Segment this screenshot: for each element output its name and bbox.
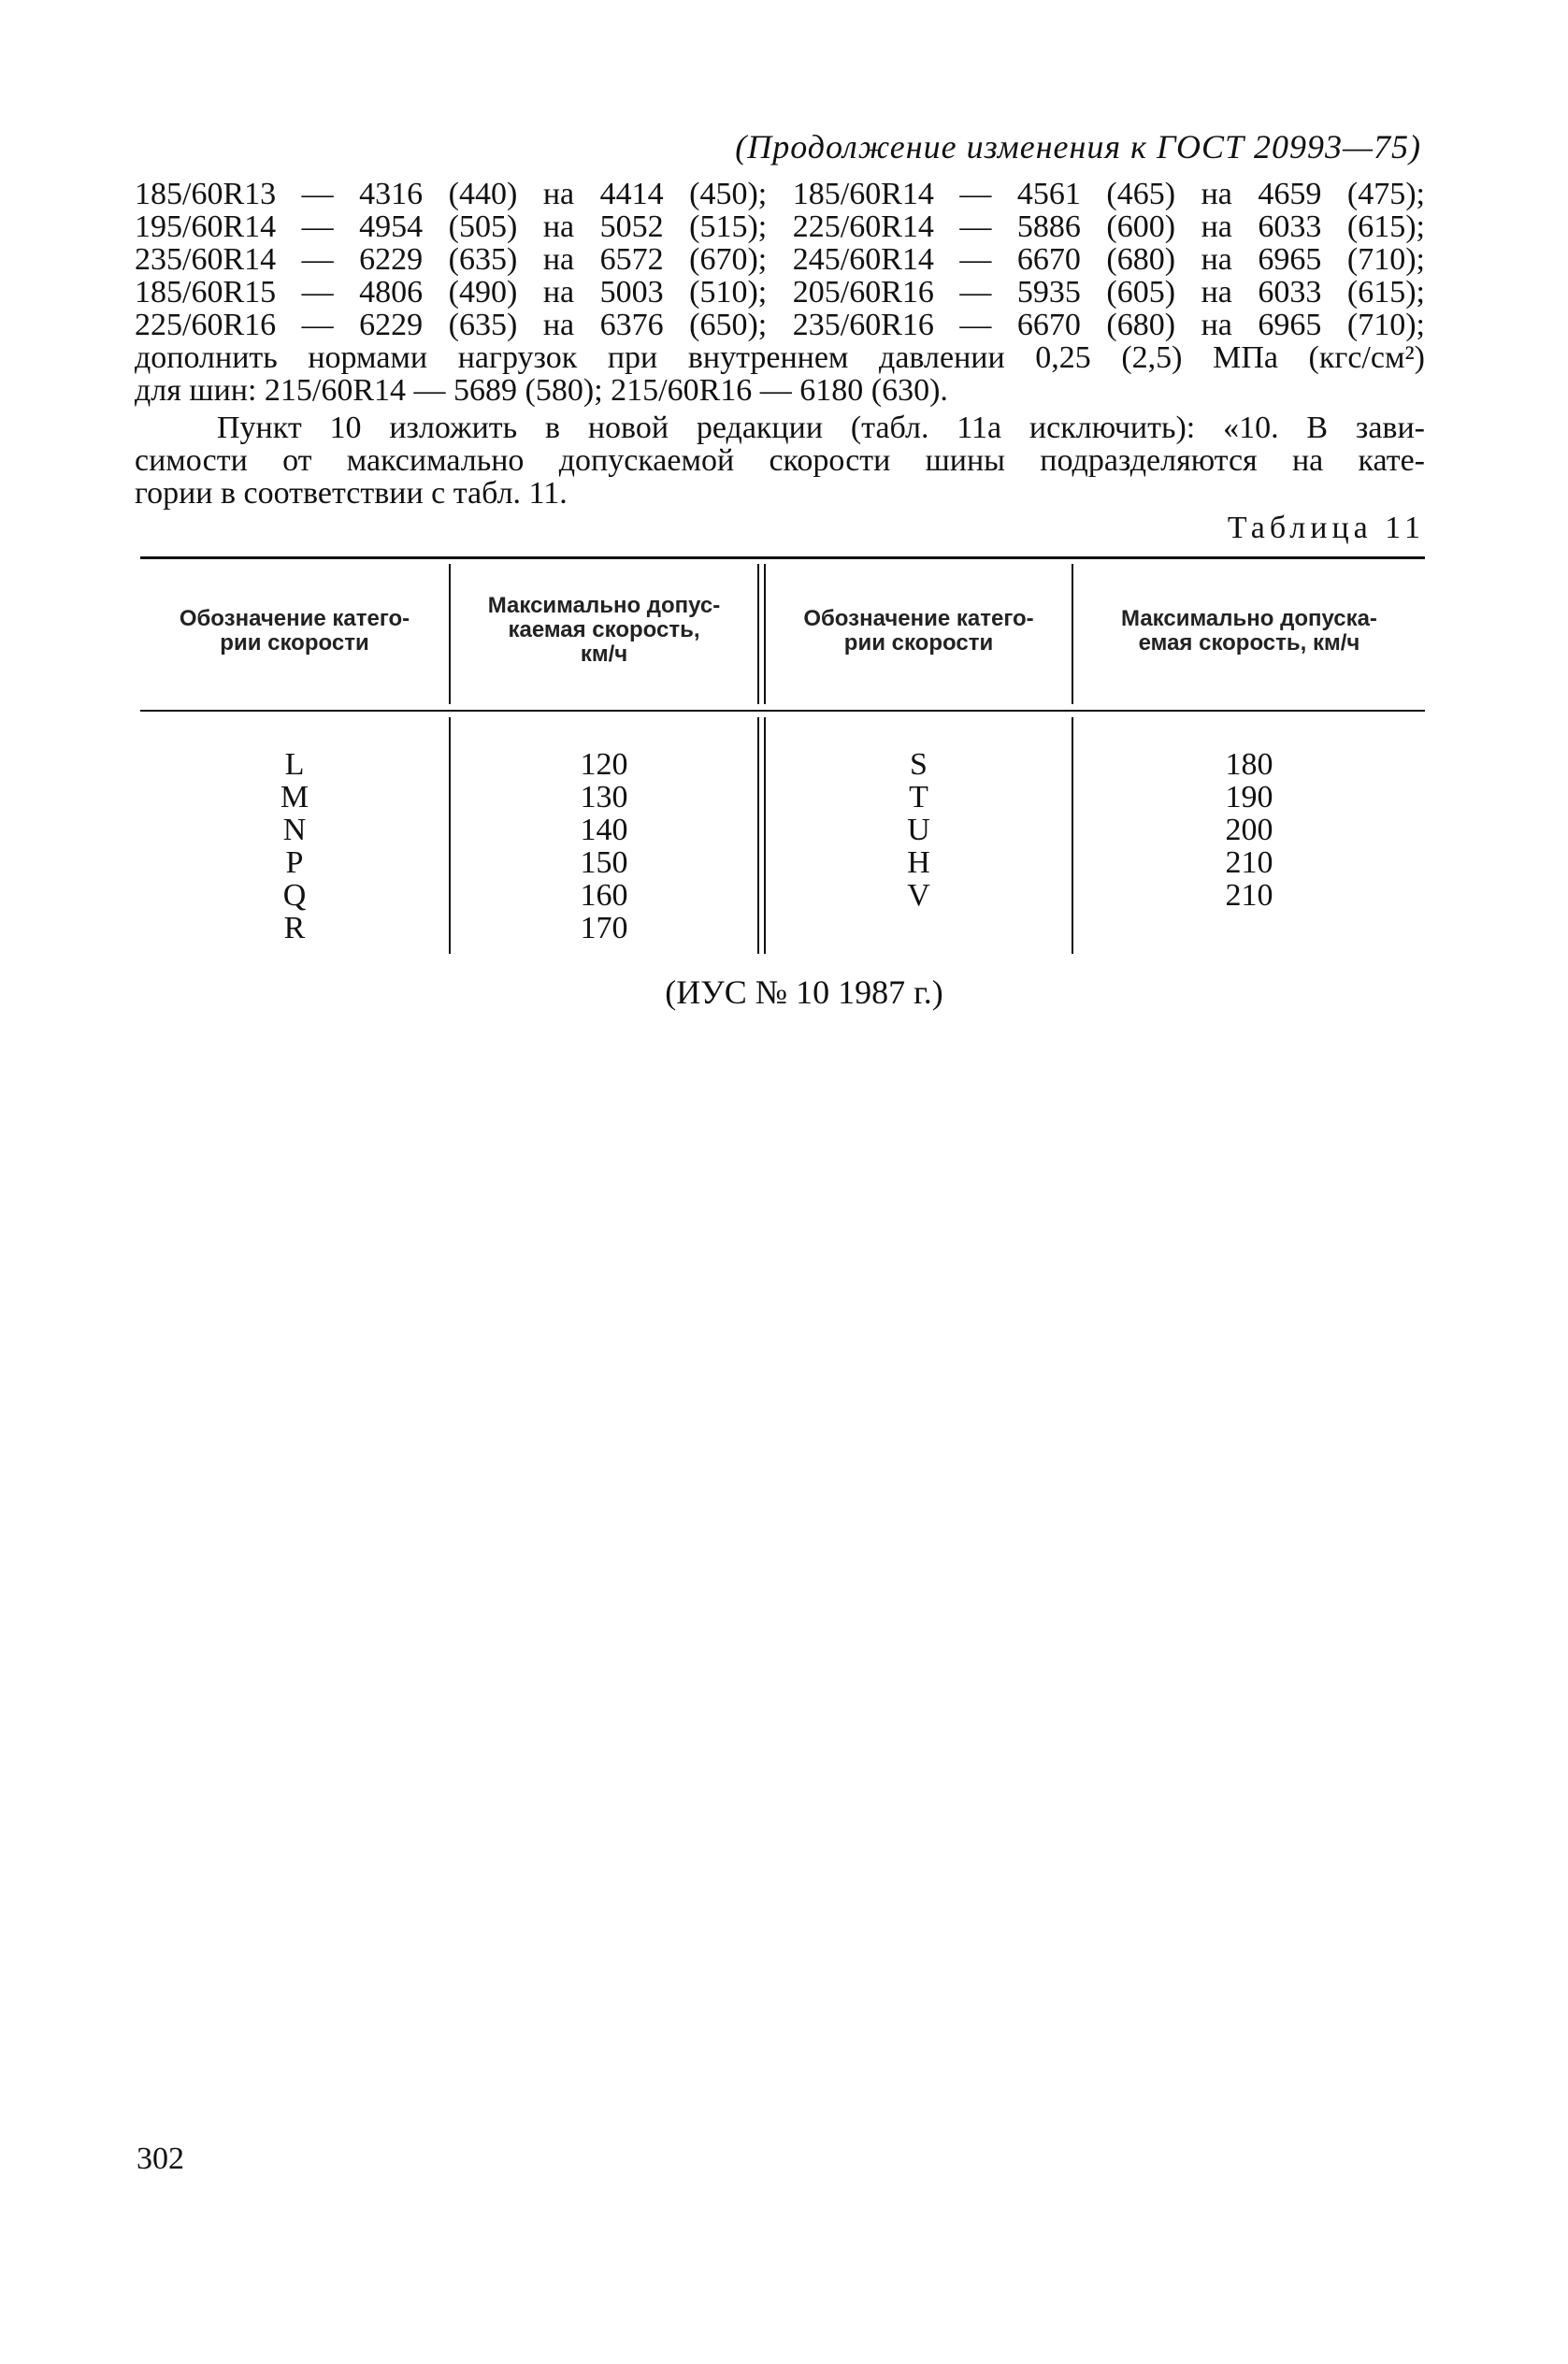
column-speed-2 [1073,748,1425,912]
text-line: 185/60R15 — 4806 (490) на 5003 (510); 205/60R16 — 5935 (605) на 6033 (615); [135,275,1425,310]
header-max-speed-1: Максимально допус- каемая скорость, км/ч [487,593,721,667]
table-cell: N [282,813,307,847]
table-cell: L [284,747,305,782]
text-line: 185/60R13 — 4316 (440) на 4414 (450); 185/60R14 — 4561 (465) на 4659 (475); [135,177,1425,211]
table-cell: 210 [1225,845,1273,880]
text-line: дополнить нормами нагрузок при внутреннем давлении 0,25 (2,5) МПа (кгс/см²) [135,340,1425,375]
table-cell: M [280,780,309,814]
running-header: (Продолжение изменения к ГОСТ 20993—75) [735,128,1421,166]
table-cell: 170 [580,911,628,945]
paragraph-load-norms [135,178,1425,407]
table-cell: T [909,780,928,814]
text-line: гории в соответствии с табл. 11. [135,476,568,511]
table-cell: 180 [1225,747,1273,782]
table-cell: S [910,747,928,782]
paragraph-item-10 [135,411,1425,510]
speed-category-table [140,556,1425,959]
column-divider [757,564,759,704]
table-top-rule [140,556,1425,559]
text-line: Пункт 10 изложить в новой редакции (табл. 11а исключить): «10. В зави- [217,411,1425,445]
table-cell: 140 [580,813,628,847]
header-speed-category-1: Обозначение катего- рии скорости [179,606,410,656]
column-divider [757,717,759,954]
table-cell: R [283,911,306,945]
table-cell: 210 [1225,878,1273,913]
table-cell: 160 [580,878,628,913]
table-cell: 150 [580,845,628,880]
page-number: 302 [137,2141,184,2176]
text-line: 225/60R16 — 6229 (635) на 6376 (650); 235/60R16 — 6670 (680) на 6965 (710); [135,308,1425,342]
table-cell: 190 [1225,780,1273,814]
column-speed-1 [451,748,757,944]
header-max-speed-2: Максимально допуска- емая скорость, км/ч [1121,606,1377,656]
header-speed-category-2: Обозначение катего- рии скорости [803,606,1034,656]
table-cell: P [285,845,304,880]
table-header-rule [140,710,1425,712]
text-line: 195/60R14 — 4954 (505) на 5052 (515); 225/60R14 — 5886 (600) на 6033 (615); [135,209,1425,244]
table-cell: Q [282,878,307,913]
column-category-2 [766,748,1072,912]
table-cell: 130 [580,780,628,814]
table-cell: H [907,845,930,880]
source-reference: (ИУС № 10 1987 г.) [665,973,943,1011]
text-line: для шин: 215/60R14 — 5689 (580); 215/60R16 — 6180 (630). [135,373,948,408]
table-cell: 120 [580,747,628,782]
text-line: 235/60R14 — 6229 (635) на 6572 (670); 245/60R14 — 6670 (680) на 6965 (710); [135,242,1425,277]
column-category-1 [140,748,449,944]
table-cell: 200 [1225,813,1273,847]
table-cell: U [907,813,930,847]
table-caption: Таблица 11 [1227,511,1425,545]
text-line: симости от максимально допускаемой скорости шины подразделяются на кате- [135,443,1425,478]
table-cell: V [907,878,930,913]
